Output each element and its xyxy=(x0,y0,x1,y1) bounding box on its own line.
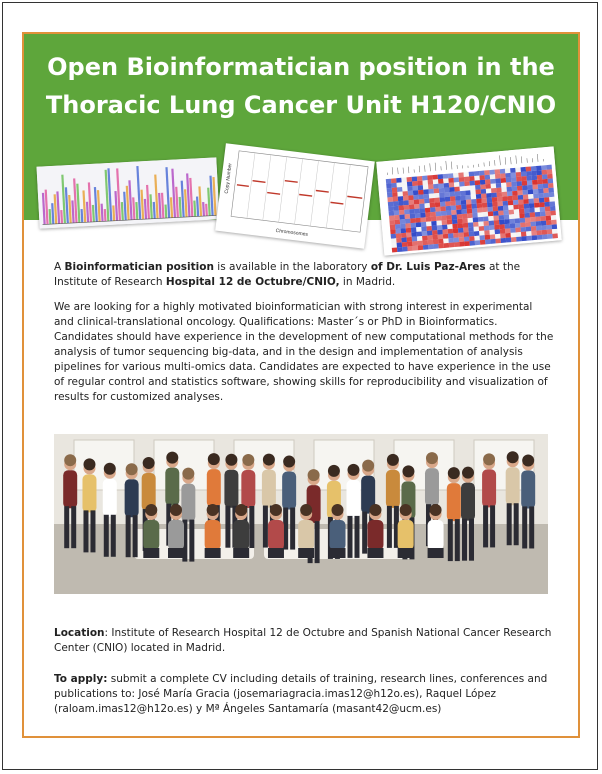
copy-number-x-label: Chromosomes xyxy=(275,227,309,238)
poster-title xyxy=(24,48,578,124)
title-line-1: Open Bioinformatician position in the xyxy=(47,53,555,81)
bar-plot-image xyxy=(37,157,220,228)
heatmap-image xyxy=(376,146,562,255)
location-paragraph: Location: Institute of Research Hospital 12 de Octubre and Spanish National Cancer Research Center (CNIO) located in Madrid. xyxy=(54,627,552,654)
apply-paragraph: To apply: submit a complete CV including details of training, research lines, conferences and publications to: José María Gracia (josemariagracia.imas12@h12o.es), Raquel López (raloam.imas12@h12o.es) y Mª Ángeles Santamaría (masant42@ucm.es) xyxy=(54,673,548,715)
title-line-2: Thoracic Lung Cancer Unit H120/CNIO xyxy=(45,91,557,119)
intro-paragraph: A Bioinformatician position is available in the laboratory of Dr. Luis Paz-Ares at the Institute of Research Hospital 12 de Octubre/CNIO, in Madrid. xyxy=(54,261,521,288)
team-group-photo xyxy=(54,434,548,594)
position-highlight: Bioinformatician position xyxy=(64,261,214,273)
apply-label: To apply: xyxy=(54,673,108,685)
poster-frame xyxy=(22,32,580,738)
lab-highlight: of Dr. Luis Paz-Ares xyxy=(370,261,486,273)
copy-number-y-label: Copy Number xyxy=(223,162,234,195)
copy-number-plot xyxy=(215,143,375,249)
hospital-highlight: Hospital 12 de Octubre/CNIO, xyxy=(165,276,340,288)
description-paragraph: We are looking for a highly motivated bioinformatician with strong interest in experimental and clinical-translational oncology. Qualifications: Master´s or PhD in Bioinformatics. Candidates should have experience in the development of new computational methods for the analysis of tumor sequencing big-data, and in the design and implementation of analysis pipelines for various multi-omics data. Candidates are expected to have experience in the use of regular control and statistics software, showing skills for reproducibility and visualization of results for customized analyses. xyxy=(54,301,554,403)
location-label: Location xyxy=(54,627,105,639)
